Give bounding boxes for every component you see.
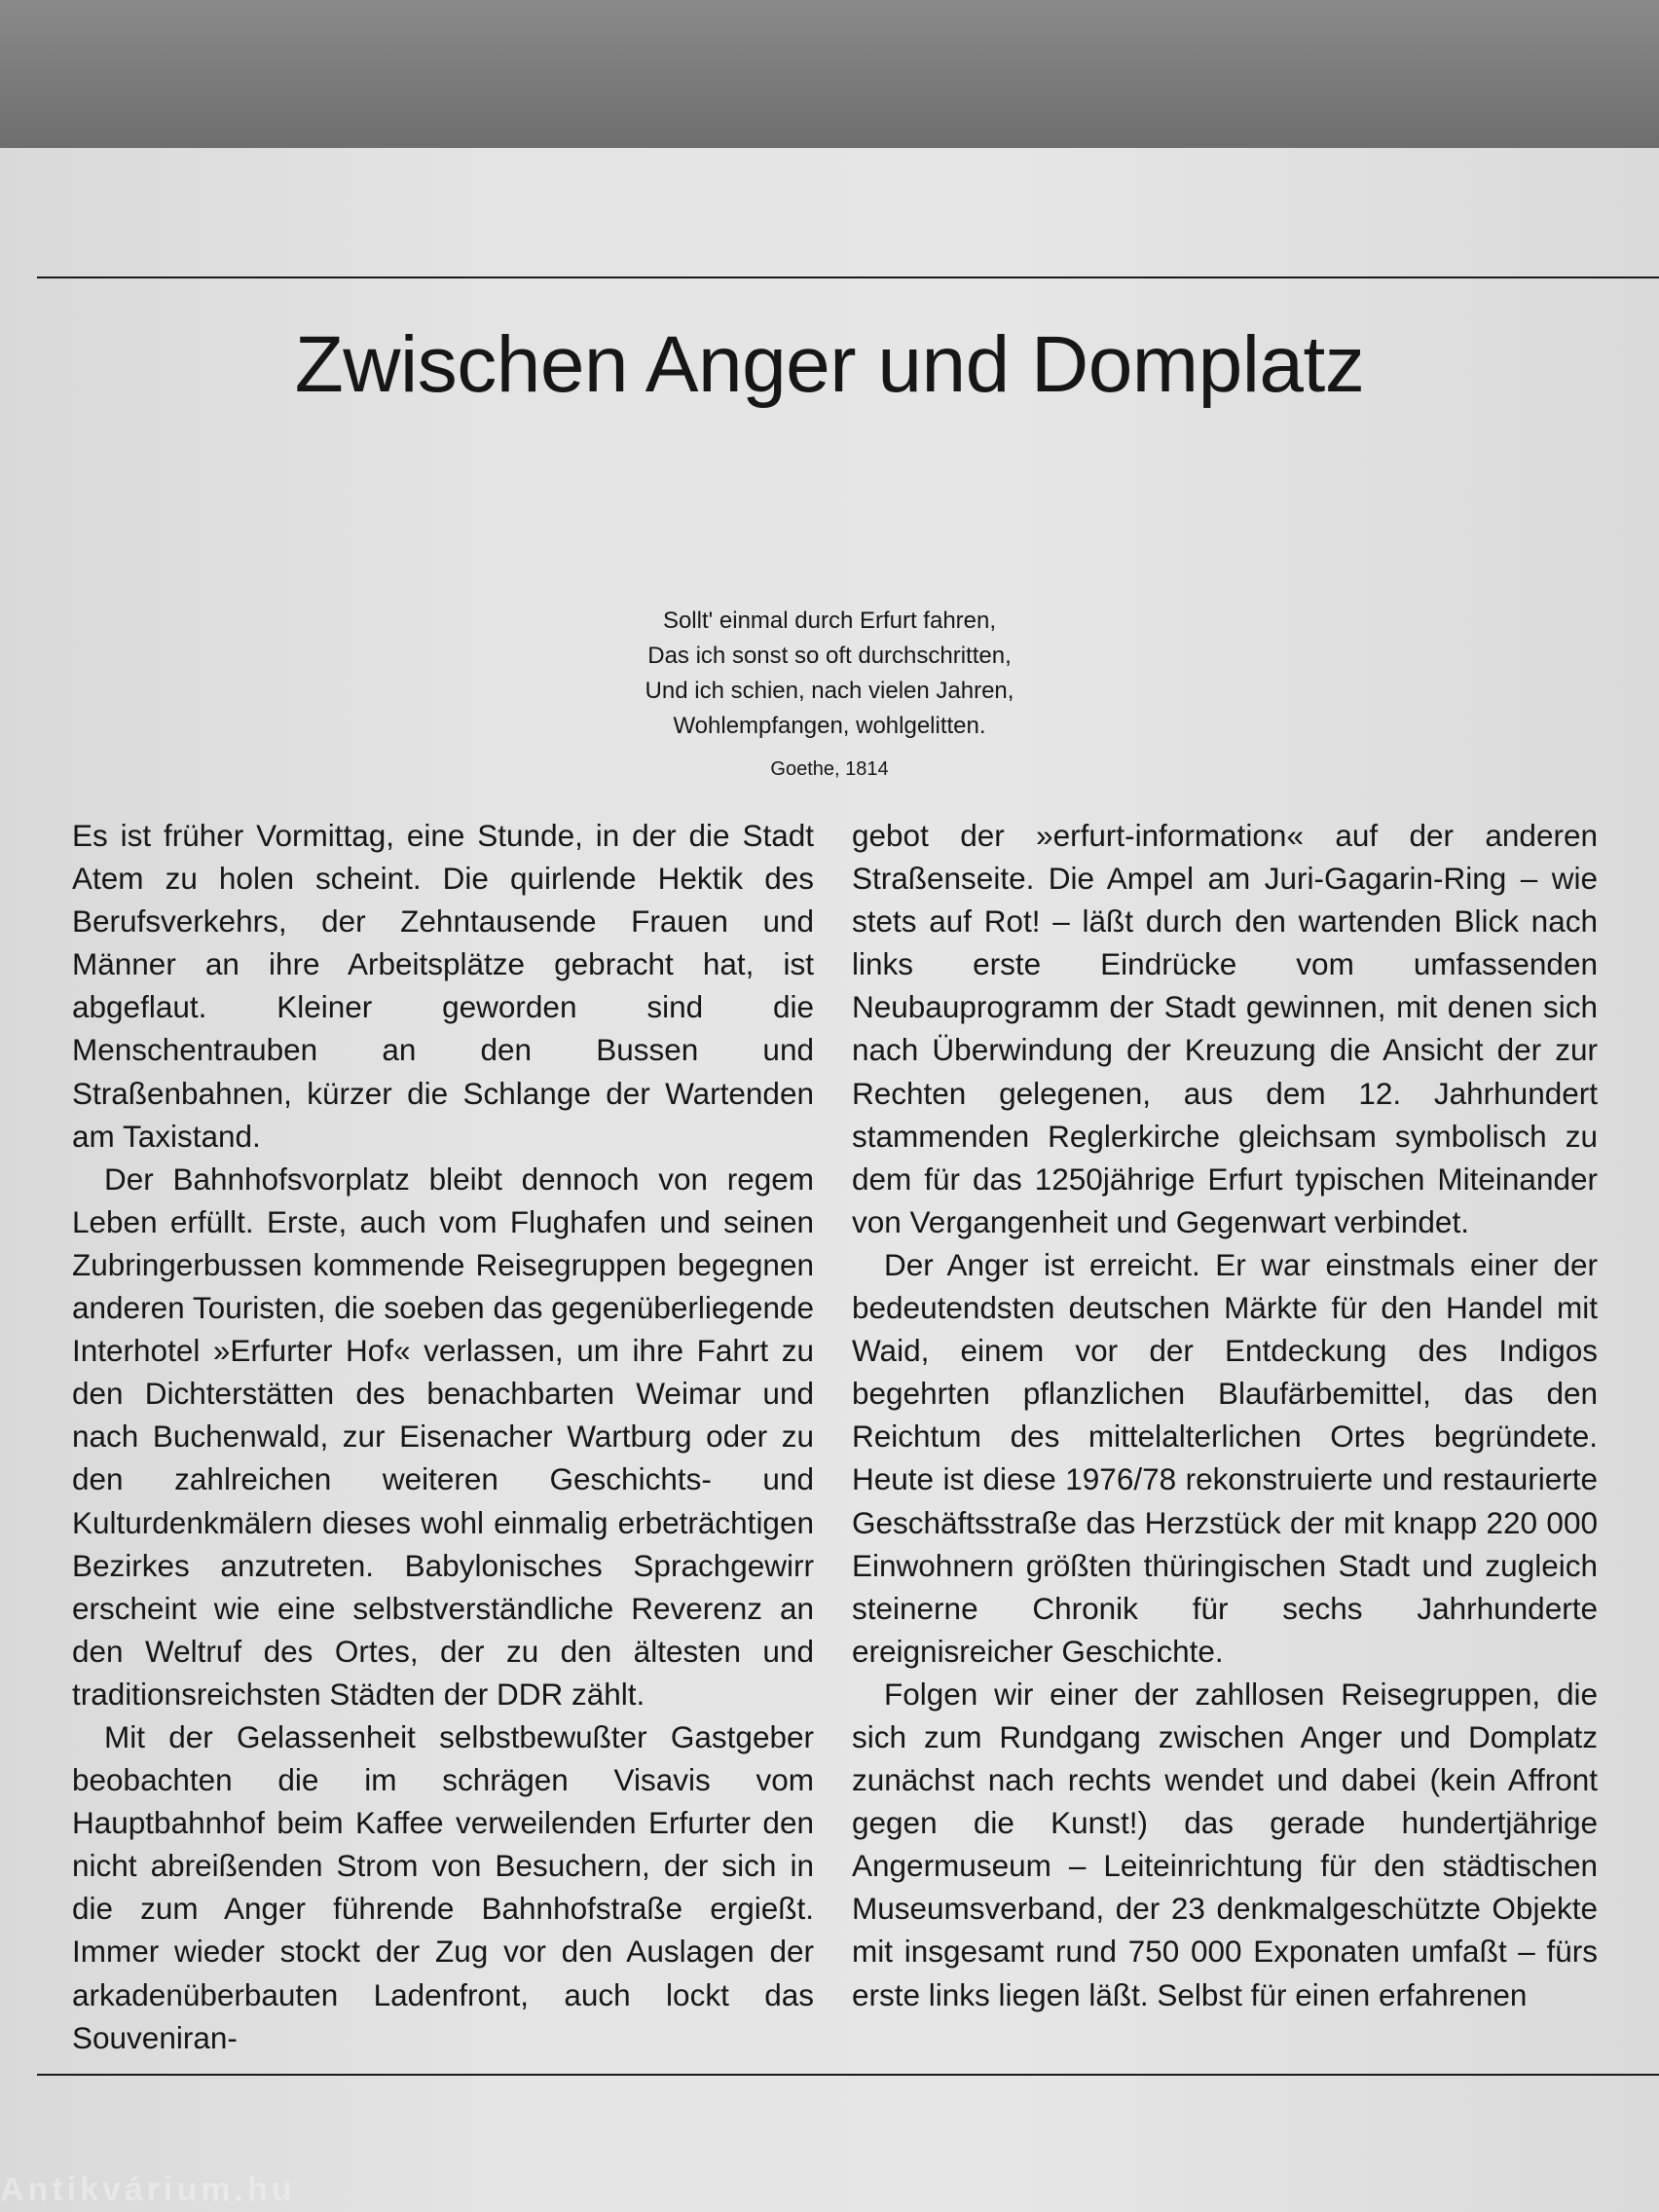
watermark: Antikvárium.hu — [0, 2171, 296, 2208]
right-text-column — [852, 814, 1598, 2016]
paragraph: Mit der Gelassenheit selbstbewußter Gastgeber beobachten die im schrägen Visavis vom Hauptbahnhof beim Kaffee verweilenden Erfurter den nicht abreißenden Strom von Besuchern, der sich in die zum Anger führende Bahnhofstraße ergießt. Immer wieder stockt der Zug vor den Auslagen der arkadenüberbauten Ladenfront, auch lockt das Souveniran- — [72, 1718, 814, 2055]
page-title: Zwischen Anger und Domplatz — [294, 320, 1365, 409]
paragraph: gebot der »erfurt-information« auf der anderen Straßenseite. Die Ampel am Juri-Gagarin-Ring – wie stets auf Rot! – läßt durch den wartenden Blick nach links erste Eindrücke vom umfassenden Neubauprogramm der Stadt gewinnen, mit denen sich nach Überwindung der Kreuzung die Ansicht der zur Rechten gelegenen, aus dem 12. Jahrhundert stammenden Reglerkirche gleichsam symbolisch zu dem für das 1250jährige Erfurt typischen Miteinander von Vergangenheit und Gegenwart verbindet. — [852, 818, 1598, 1239]
paragraph: Der Bahnhofsvorplatz bleibt dennoch von regem Leben erfüllt. Erste, auch vom Flughafen und seinen Zubringerbussen kommende Reisegruppen begegnen anderen Touristen, die soeben das gegenüberliegende Interhotel »Erfurter Hof« verlassen, um ihre Fahrt zu den Dichterstätten des benachbarten Weimar und nach Buchenwald, zur Eisenacher Wartburg oder zu den zahlreichen weiteren Geschichts- und Kulturdenkmälern dieses wohl einmalig erbeträchtigen Bezirkes anzutreten. Babylonisches Sprachgewirr erscheint wie eine selbstverständliche Reverenz an den Weltruf des Ortes, der zu den ältesten und traditionsreichsten Städten der DDR zählt. — [72, 1161, 814, 1712]
background-surface — [0, 0, 1659, 156]
left-text-column — [72, 814, 814, 2059]
epigraph-line: Wohlempfangen, wohlgelitten. — [673, 713, 986, 739]
epigraph-line: Und ich schien, nach vielen Jahren, — [645, 678, 1014, 704]
paragraph: Folgen wir einer der zahllosen Reisegruppen, die sich zum Rundgang zwischen Anger und Domplatz zunächst nach rechts wendet und dabei (kein Affront gegen die Kunst!) das gerade hundertjährige Angermuseum – Leiteinrichtung für den städtischen Museumsverband, der 23 denkmalgeschützte Objekte mit insgesamt rund 750 000 Exponaten umfaßt – fürs erste links liegen läßt. Selbst für einen erfahrenen — [852, 1676, 1598, 2012]
paragraph: Es ist früher Vormittag, eine Stunde, in der die Stadt Atem zu holen scheint. Die quirlende Hektik des Berufsverkehrs, der Zehntausende Frauen und Männer an ihre Arbeitsplätze gebracht hat, ist abgeflaut. Kleiner geworden sind die Menschentrauben an den Bussen und Straßenbahnen, kürzer die Schlange der Wartenden am Taxistand. — [72, 818, 814, 1154]
epigraph — [440, 604, 1219, 787]
book-page — [0, 148, 1659, 2212]
bottom-rule — [37, 2074, 1659, 2076]
epigraph-attribution: Goethe, 1814 — [770, 758, 889, 780]
epigraph-line: Sollt' einmal durch Erfurt fahren, — [662, 608, 997, 634]
top-rule — [37, 276, 1659, 278]
paragraph: Der Anger ist erreicht. Er war einstmals einer der bedeutendsten deutschen Märkte für den Handel mit Waid, einem vor der Entdeckung des Indigos begehrten pflanzlichen Blaufärbemittel, das den Reichtum des mittelalterlichen Ortes begründete. Heute ist diese 1976/78 rekonstruierte und restaurierte Geschäftsstraße das Herzstück der mit knapp 220 000 Einwohnern größten thüringischen Stadt und zugleich steinerne Chronik für sechs Jahrhunderte ereignisreicher Geschichte. — [852, 1246, 1598, 1669]
epigraph-line: Das ich sonst so oft durchschritten, — [647, 643, 1012, 669]
